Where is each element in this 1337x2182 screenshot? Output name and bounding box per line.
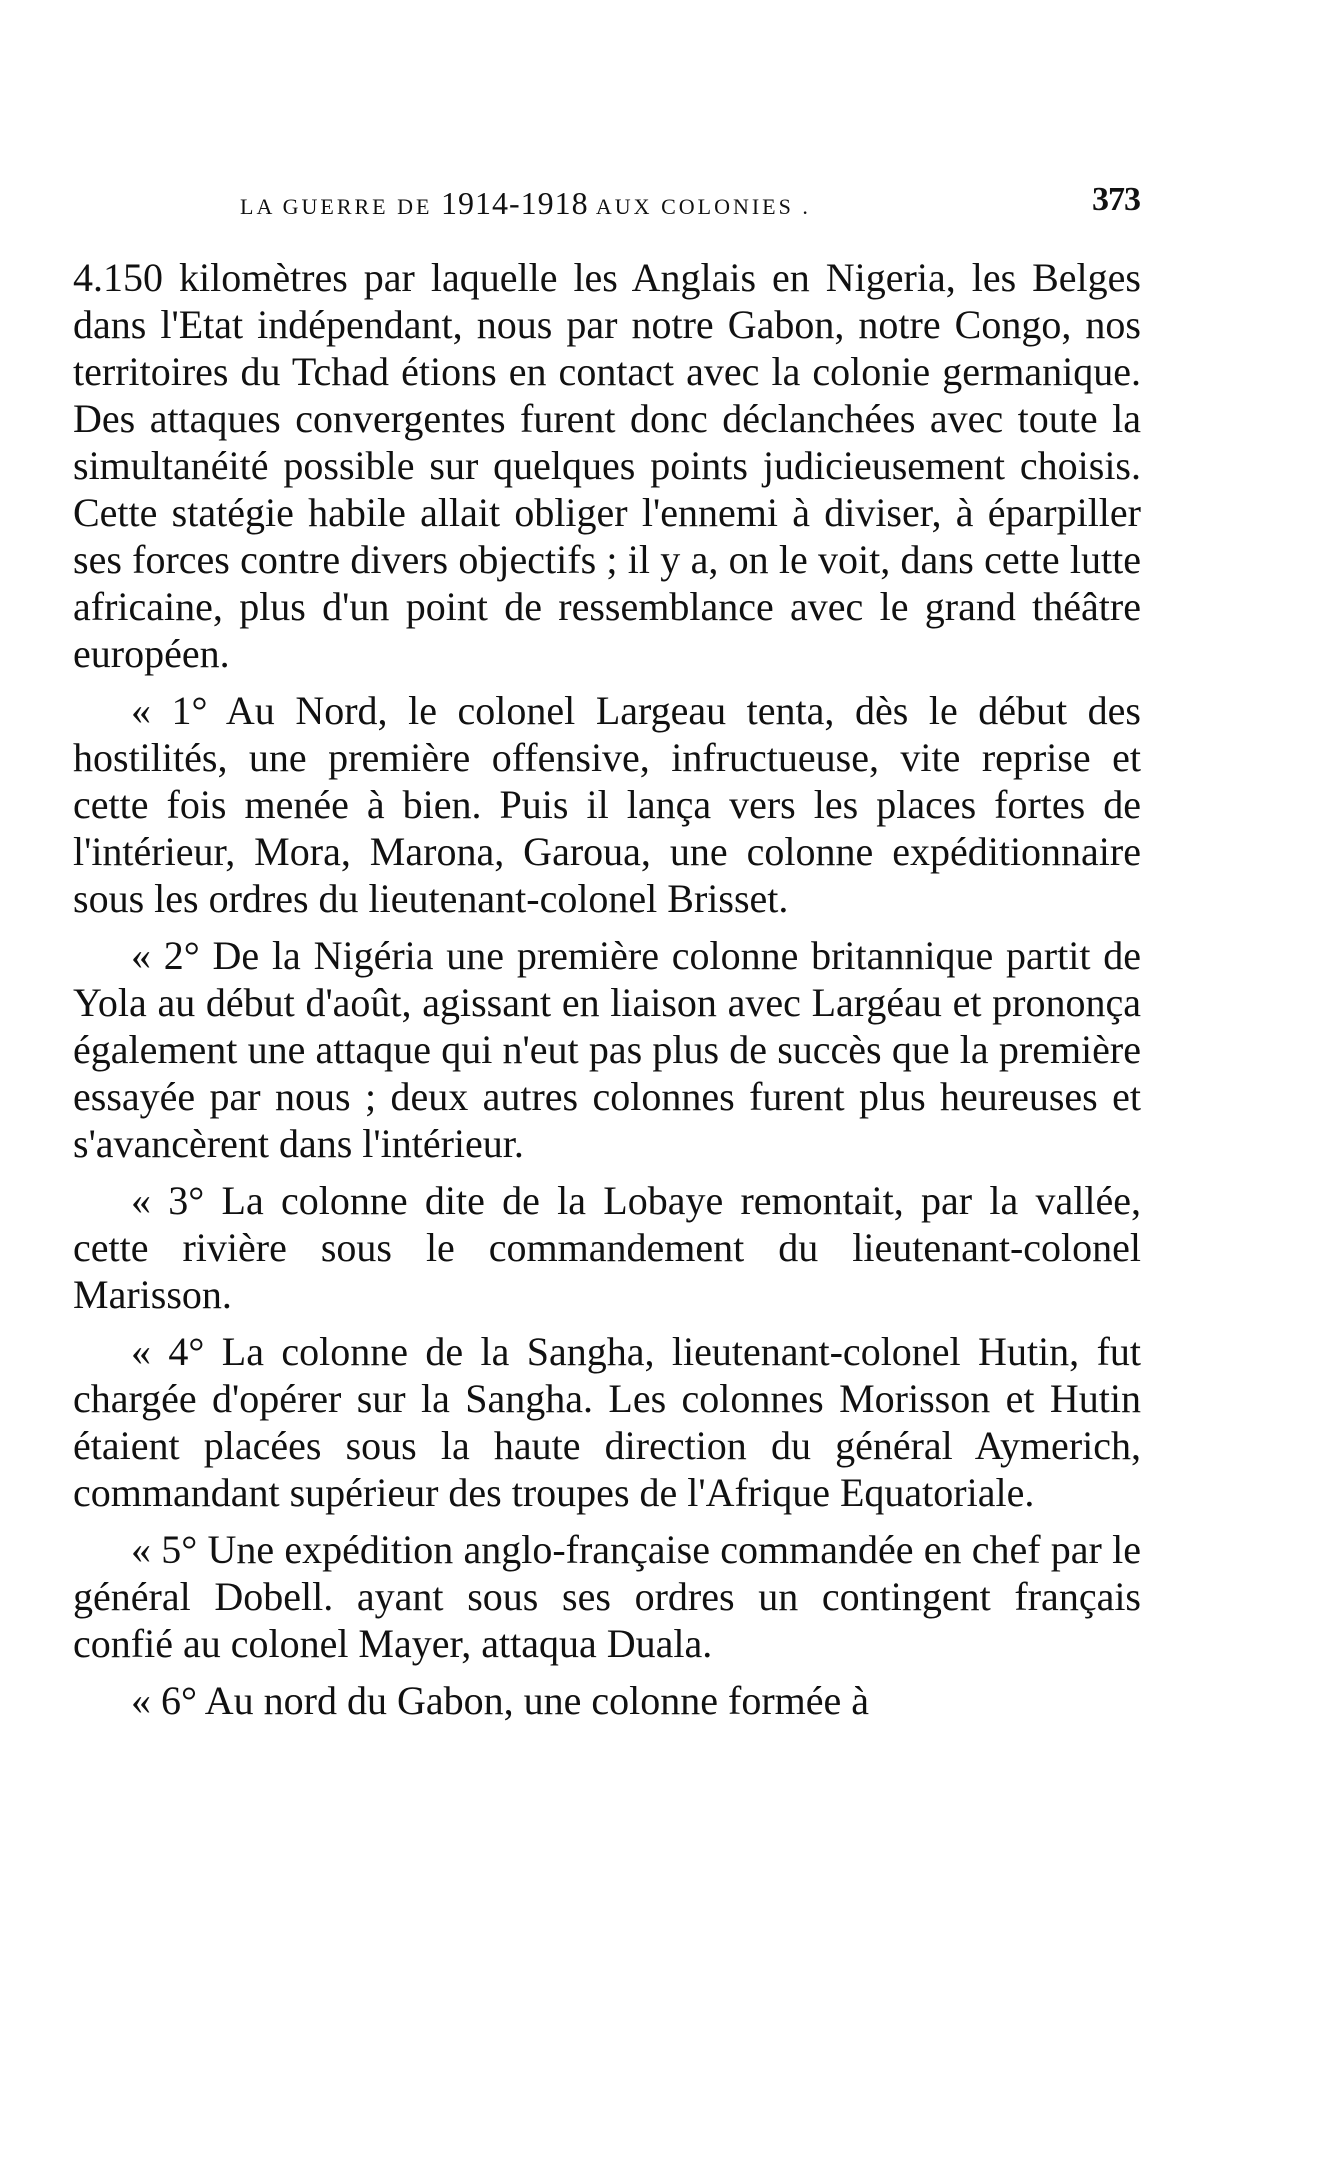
- paragraph-6: « 5° Une expédition anglo-française commandée en chef par le général Dobell. ayant sous ses ordres un contingent français confié au colonel Mayer, attaqua Duala.: [73, 1527, 1141, 1666]
- paragraph-3: « 2° De la Nigéria une première colonne britannique partit de Yola au début d'août, agissant en liaison avec Largéau et prononça également une attaque qui n'eut pas plus de succès que la première essayée par nous ; deux autres colonnes furent plus heureuses et s'avancèrent dans l'intérieur.: [73, 933, 1141, 1166]
- running-title-right: AUX COLONIES .: [595, 194, 811, 219]
- page-number: 373: [1092, 181, 1140, 218]
- paragraph-1: 4.150 kilomètres par laquelle les Anglais en Nigeria, les Belges dans l'Etat indépendant, nous par notre Gabon, notre Congo, nos territoires du Tchad étions en contact avec la colonie germanique. Des attaques convergentes furent donc déclanchées avec toute la simultanéité possible sur quelques points judicieusement choisis. Cette statégie habile allait obliger l'ennemi à diviser, à éparpiller ses forces contre divers objectifs ; il y a, on le voit, dans cette lutte africaine, plus d'un point de ressemblance avec le grand théâtre européen.: [73, 255, 1141, 676]
- running-title-years: 1914-1918: [440, 185, 589, 221]
- paragraph-7: « 6° Au nord du Gabon, une colonne formée à: [131, 1678, 870, 1723]
- paragraph-5: « 4° La colonne de la Sangha, lieutenant-colonel Hutin, fut chargée d'opérer sur la Sangha. Les colonnes Morisson et Hutin étaient placées sous la haute direction du général Aymerich, commandant supérieur des troupes de l'Afrique Equatoriale.: [73, 1329, 1141, 1515]
- body-text: [73, 254, 1141, 1734]
- running-head: [240, 181, 1140, 235]
- running-title-left: LA GUERRE DE: [240, 194, 433, 219]
- paragraph-4: « 3° La colonne dite de la Lobaye remontait, par la vallée, cette rivière sous le commandement du lieutenant-colonel Marisson.: [73, 1178, 1141, 1317]
- running-title: [240, 185, 811, 222]
- paragraph-2: « 1° Au Nord, le colonel Largeau tenta, dès le début des hostilités, une première offensive, infructueuse, vite reprise et cette fois menée à bien. Puis il lança vers les places fortes de l'intérieur, Mora, Marona, Garoua, une colonne expéditionnaire sous les ordres du lieutenant-colonel Brisset.: [73, 688, 1141, 921]
